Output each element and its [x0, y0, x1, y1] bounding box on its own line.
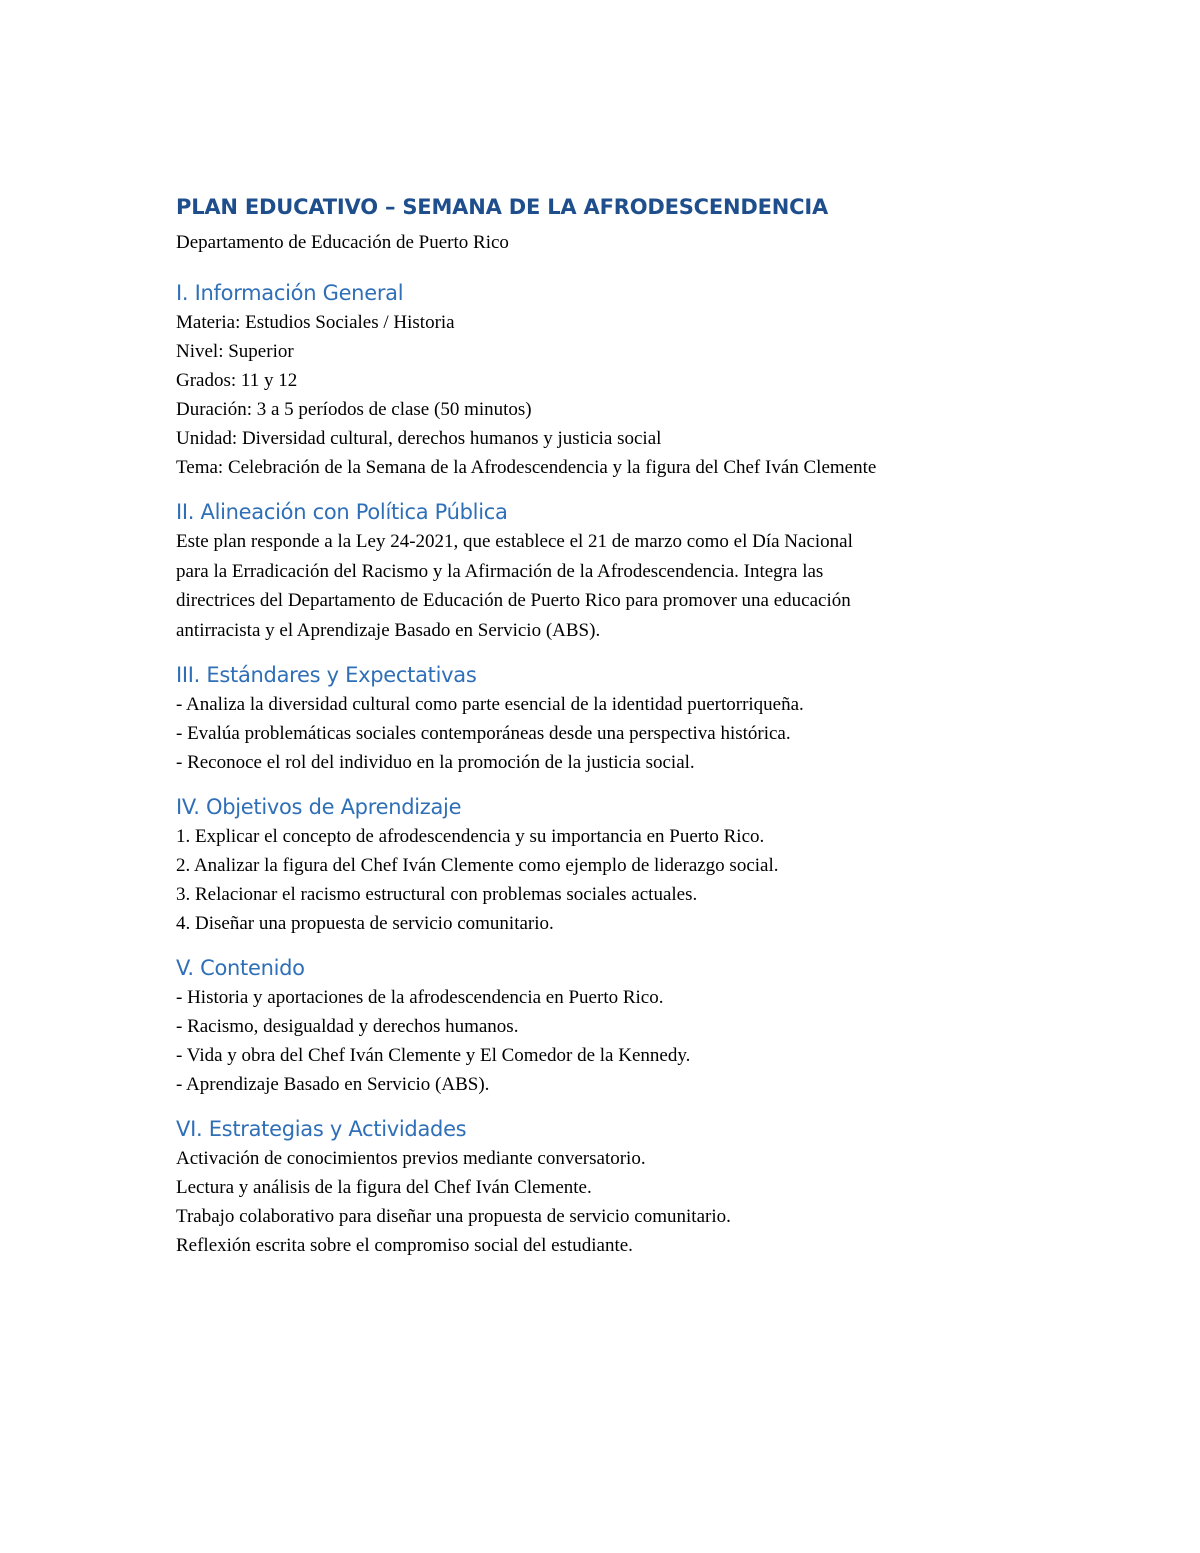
- list-item: - Analiza la diversidad cultural como parte esencial de la identidad puertorriqueña.: [176, 694, 804, 715]
- section-heading: V. Contenido: [176, 956, 305, 980]
- section-alineacion: [176, 497, 1036, 645]
- list-item: Reflexión escrita sobre el compromiso social del estudiante.: [176, 1235, 633, 1256]
- section-objetivos: [176, 792, 1036, 938]
- list-item: 4. Diseñar una propuesta de servicio comunitario.: [176, 913, 554, 934]
- document-page: [176, 192, 1036, 1260]
- list-item: - Aprendizaje Basado en Servicio (ABS).: [176, 1074, 490, 1095]
- list-item: Lectura y análisis de la figura del Chef Iván Clemente.: [176, 1177, 592, 1198]
- section-estrategias: [176, 1114, 1036, 1260]
- list-item: - Reconoce el rol del individuo en la promoción de la justicia social.: [176, 752, 695, 773]
- list-item: Activación de conocimientos previos mediante conversatorio.: [176, 1148, 646, 1169]
- section-heading: IV. Objetivos de Aprendizaje: [176, 795, 462, 819]
- info-line: Tema: Celebración de la Semana de la Afrodescendencia y la figura del Chef Iván Clemente: [176, 457, 877, 478]
- list-item: 3. Relacionar el racismo estructural con problemas sociales actuales.: [176, 884, 698, 905]
- paragraph-line: directrices del Departamento de Educación de Puerto Rico para promover una educación: [176, 590, 851, 611]
- list-item: - Evalúa problemáticas sociales contemporáneas desde una perspectiva histórica.: [176, 723, 791, 744]
- info-line: Materia: Estudios Sociales / Historia: [176, 312, 455, 333]
- list-item: 1. Explicar el concepto de afrodescendencia y su importancia en Puerto Rico.: [176, 826, 765, 847]
- list-item: Trabajo colaborativo para diseñar una propuesta de servicio comunitario.: [176, 1206, 731, 1227]
- section-estandares: [176, 660, 1036, 777]
- section-heading: II. Alineación con Política Pública: [176, 500, 508, 524]
- alignment-paragraph: [176, 527, 1036, 645]
- section-heading: III. Estándares y Expectativas: [176, 663, 477, 687]
- document-subtitle: Departamento de Educación de Puerto Rico: [176, 232, 509, 253]
- list-item: - Vida y obra del Chef Iván Clemente y El Comedor de la Kennedy.: [176, 1045, 691, 1066]
- list-item: 2. Analizar la figura del Chef Iván Clemente como ejemplo de liderazgo social.: [176, 855, 779, 876]
- info-line: Unidad: Diversidad cultural, derechos humanos y justicia social: [176, 428, 662, 449]
- info-line: Grados: 11 y 12: [176, 370, 298, 391]
- document-title: PLAN EDUCATIVO – SEMANA DE LA AFRODESCENDENCIA: [176, 195, 829, 219]
- section-contenido: [176, 953, 1036, 1099]
- info-line: Duración: 3 a 5 períodos de clase (50 minutos): [176, 399, 532, 420]
- section-informacion-general: [176, 278, 1036, 482]
- paragraph-line: antirracista y el Aprendizaje Basado en Servicio (ABS).: [176, 619, 601, 641]
- info-line: Nivel: Superior: [176, 341, 294, 362]
- paragraph-line: Este plan responde a la Ley 24-2021, que establece el 21 de marzo como el Día Nacional: [176, 531, 853, 552]
- paragraph-line: para la Erradicación del Racismo y la Afirmación de la Afrodescendencia. Integra las: [176, 560, 824, 582]
- section-heading: VI. Estrategias y Actividades: [176, 1117, 467, 1141]
- section-heading: I. Información General: [176, 281, 404, 305]
- list-item: - Racismo, desigualdad y derechos humanos.: [176, 1016, 519, 1037]
- list-item: - Historia y aportaciones de la afrodescendencia en Puerto Rico.: [176, 987, 664, 1008]
